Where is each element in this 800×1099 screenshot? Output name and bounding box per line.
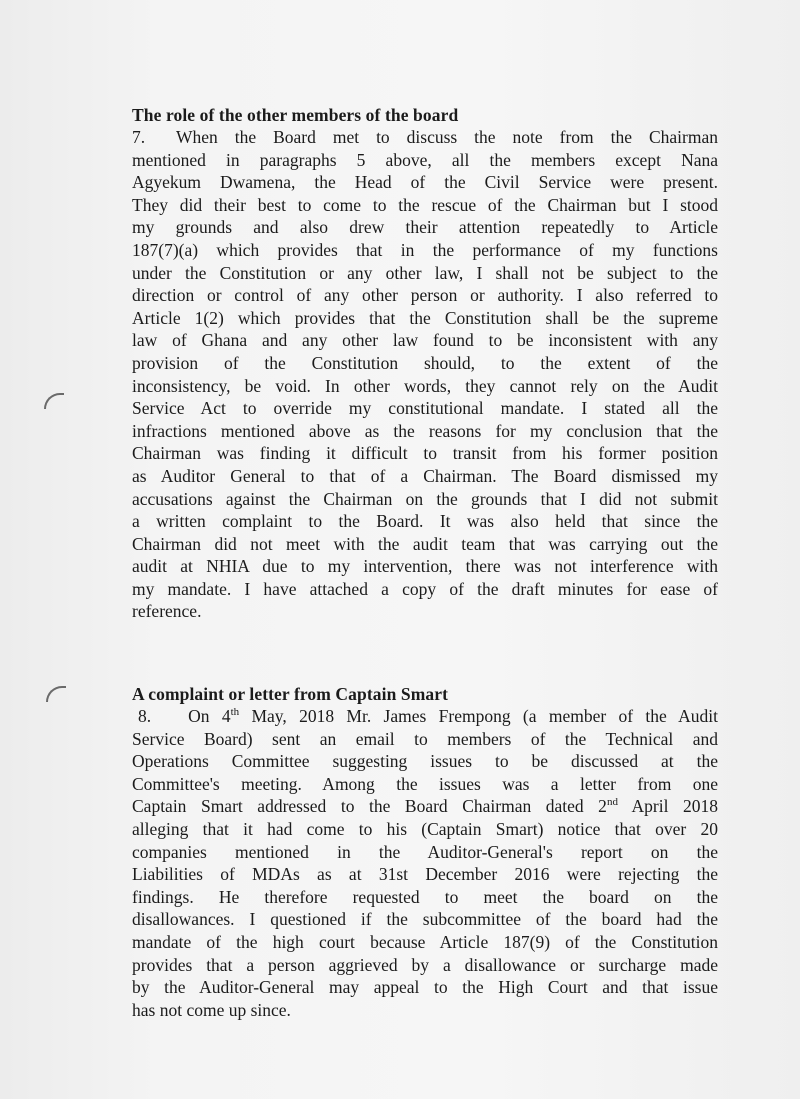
paragraph-line: law of Ghana and any other law found to be inconsistent with any [132, 330, 718, 351]
paragraph-line: disallowances. I questioned if the subcommittee of the board had the [132, 909, 718, 930]
paragraph-line: mentioned in paragraphs 5 above, all the members except Nana [132, 149, 718, 170]
paragraph-line: Service Board) sent an email to members of the Technical and [132, 728, 718, 749]
paragraph-line: reference. [132, 601, 202, 622]
paragraph-line: my grounds and also drew their attention repeatedly to Article [132, 217, 718, 238]
paragraph-line: Captain Smart addressed to the Board Chairman dated 2nd April 2018 [132, 796, 718, 817]
paragraph-number: 7. [132, 127, 146, 147]
paragraph-line: by the Auditor-General may appeal to the High Court and that issue [132, 977, 718, 998]
section-heading: A complaint or letter from Captain Smart [132, 684, 449, 704]
section-heading: The role of the other members of the board [132, 105, 459, 125]
paragraph-line: 7. When the Board met to discuss the note from the Chairman [132, 127, 718, 147]
paragraph-line: companies mentioned in the Auditor-General's report on the [132, 841, 718, 862]
paragraph-line: my mandate. I have attached a copy of the draft minutes for ease of [132, 578, 718, 599]
paragraph-line: accusations against the Chairman on the grounds that I did not submit [132, 488, 718, 509]
paragraph-line: provides that a person aggrieved by a disallowance or surcharge made [132, 954, 718, 975]
paragraph-line: Committee's meeting. Among the issues was a letter from one [132, 773, 718, 794]
paragraph-line: 187(7)(a) which provides that in the performance of my functions [132, 239, 718, 260]
paragraph-line: findings. He therefore requested to meet the board on the [132, 886, 718, 907]
paragraph-line: Chairman was finding it difficult to transit from his former position [132, 443, 718, 464]
paragraph-line: inconsistency, be void. In other words, they cannot rely on the Audit [132, 375, 718, 396]
paragraph-line: infractions mentioned above as the reasons for my conclusion that the [132, 420, 718, 441]
paragraph-line: Service Act to override my constitutional mandate. I stated all the [132, 398, 718, 419]
paragraph-line: Article 1(2) which provides that the Constitution shall be the supreme [132, 307, 718, 328]
paragraph-line: Agyekum Dwamena, the Head of the Civil Service were present. [132, 172, 718, 193]
margin-pencil-mark [44, 393, 64, 409]
paragraph-line: 8. On 4th May, 2018 Mr. James Frempong (a member of the Audit [138, 706, 719, 726]
section-complaint-captain-smart [132, 683, 718, 1021]
paragraph-line: audit at NHIA due to my intervention, there was not interference with [132, 556, 718, 577]
paragraph-line: Chairman did not meet with the audit team that was carrying out the [132, 533, 718, 554]
section-role-of-board-members [132, 104, 718, 623]
paragraph-line: mandate of the high court because Article 187(9) of the Constitution [132, 931, 718, 952]
paragraph-line: as Auditor General to that of a Chairman. The Board dismissed my [132, 465, 718, 486]
paragraph-line: provision of the Constitution should, to the extent of the [132, 352, 718, 373]
paragraph-number: 8. [138, 706, 152, 726]
paragraph-line: alleging that it had come to his (Captain Smart) notice that over 20 [132, 818, 718, 839]
paragraph-line: has not come up since. [132, 999, 291, 1020]
paragraph-line: under the Constitution or any other law, I shall not be subject to the [132, 262, 718, 283]
margin-pencil-mark [46, 686, 66, 702]
paragraph-line: direction or control of any other person or authority. I also referred to [132, 285, 718, 306]
paragraph-line: Liabilities of MDAs as at 31st December 2016 were rejecting the [132, 864, 718, 885]
paragraph-line: a written complaint to the Board. It was also held that since the [132, 511, 718, 532]
paragraph-line: They did their best to come to the rescue of the Chairman but I stood [132, 194, 718, 215]
paragraph-line: Operations Committee suggesting issues to be discussed at the [132, 751, 718, 772]
